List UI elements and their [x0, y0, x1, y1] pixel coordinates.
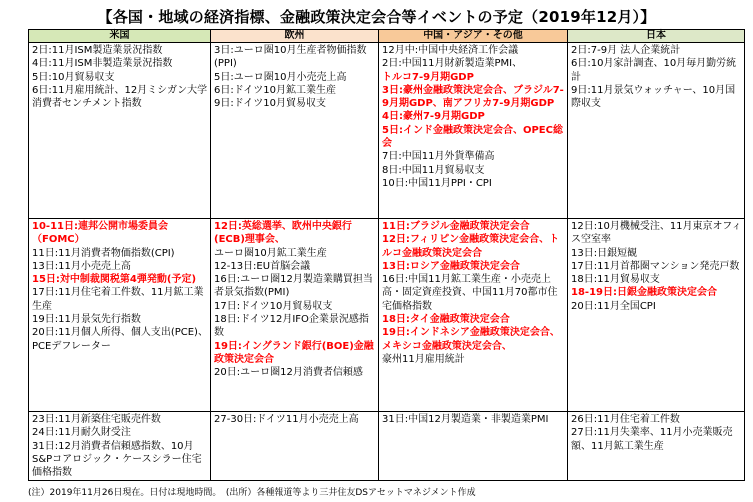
- event-item: 6日:11月雇用統計、12月ミシガン大学消費者センチメント指数: [32, 84, 208, 110]
- event-item: 4日:11月ISM非製造業景況指数: [32, 58, 173, 70]
- event-item: 18日:タイ金融政策決定会合: [382, 314, 510, 326]
- header-europe: 欧州: [211, 30, 379, 43]
- event-item: 9日:11月景気ウォッチャー、10月国際収支: [571, 84, 736, 110]
- event-item: 20日:ユーロ圏12月消費者信頼感: [214, 367, 363, 379]
- event-item: 7日:中国11月外貨準備高: [382, 151, 495, 163]
- event-item: 23日:11月新築住宅販売件数: [32, 414, 161, 425]
- event-item: 5日:インド金融政策決定会合、OPEC総会: [382, 124, 563, 150]
- event-item: 16日:ユーロ圏12月製造業購買担当者景気指数(PMI): [214, 274, 373, 299]
- page-title: 【各国・地域の経済指標、金融政策決定会合等イベントの予定（2019年12月）】: [97, 8, 656, 26]
- event-item: 13日:ロシア金融政策決定会合: [382, 260, 520, 272]
- event-item: ユーロ圏10月鉱工業生産: [214, 247, 327, 259]
- event-item: 19日:11月景気先行指数: [32, 314, 141, 326]
- event-item: 20日:11月全国CPI: [571, 300, 656, 312]
- event-item: 11日:11月消費者物価指数(CPI): [32, 247, 175, 259]
- schedule-table: [28, 29, 745, 481]
- event-item: 6日:10月家計調査、10月毎月勤労統計: [571, 58, 737, 83]
- event-item: 11日:ブラジル金融政策決定会合: [382, 221, 530, 232]
- event-item: 13日:日銀短観: [571, 247, 638, 259]
- event-item: 31日:12月消費者信頼感指数、10月S&Pコアロジック・ケースシラー住宅価格指数: [32, 440, 202, 479]
- event-item: 5日:10月貿易収支: [32, 71, 115, 83]
- event-item: 12日:フィリピン金融政策決定会合、トルコ金融政策決定会合: [382, 234, 560, 259]
- event-item: 5日:ユーロ圏10月小売売上高: [214, 71, 347, 83]
- event-item: 12月中:中国中央経済工作会議: [382, 45, 519, 56]
- event-item: 12日:英総選挙、欧州中央銀行(ECB)理事会、: [214, 221, 352, 246]
- event-item: 12-13日:EU首脳会議: [214, 260, 311, 272]
- event-item: 2日:7-9月 法人企業統計: [571, 45, 681, 56]
- us-cell: [29, 412, 211, 481]
- table-row: [29, 412, 745, 481]
- event-item: 17日:11月住宅着工件数、11月鉱工業生産: [32, 287, 204, 312]
- event-item: トルコ7-9月期GDP: [382, 71, 474, 83]
- japan-cell: [568, 43, 745, 219]
- event-item: 3日:豪州金融政策決定会合、ブラジル7-9月期GDP、南アフリカ7-9月期GDP: [382, 84, 564, 110]
- event-item: 10-11日:連邦公開市場委員会（FOMC）: [32, 221, 168, 246]
- us-cell: [29, 219, 211, 412]
- event-item: 9日:ドイツ10月貿易収支: [214, 98, 326, 110]
- event-item: 19日:インドネシア金融政策決定会合、メキシコ金融政策決定会合、: [382, 327, 560, 352]
- header-us: 米国: [29, 30, 211, 43]
- event-item: 20日:11月個人所得、個人支出(PCE)、PCEデフレーター: [32, 327, 208, 352]
- event-item: 18-19日:日銀金融政策決定会合: [571, 287, 717, 299]
- us-cell: [29, 43, 211, 219]
- header-row: [29, 30, 745, 43]
- asia-cell: [379, 412, 568, 481]
- asia-cell: [379, 43, 568, 219]
- event-item: 19日:イングランド銀行(BOE)金融政策決定会合: [214, 340, 374, 365]
- event-item: 17日:11月首都圏マンション発売戸数: [571, 260, 740, 272]
- europe-cell: [211, 43, 379, 219]
- event-item: 31日:中国12月製造業・非製造業PMI: [382, 414, 549, 425]
- source-note: (注）2019年11月26日現在。日付は現地時間。 (出所）各種報道等より三井住友DSアセットマネジメント作成: [28, 488, 476, 498]
- event-item: 27-30日:ドイツ11月小売売上高: [214, 414, 359, 425]
- event-item: 2日:11月ISM製造業景況指数: [32, 45, 163, 56]
- table-row: [29, 219, 745, 412]
- event-item: 3日:ユーロ圏10月生産者物価指数(PPI): [214, 45, 367, 70]
- event-item: 4日:豪州7-9月期GDP: [382, 111, 485, 123]
- event-item: 27日:11月失業率、11月小売業販売額、11月鉱工業生産: [571, 427, 733, 452]
- header-asia-other: 中国・アジア・その他: [379, 30, 568, 43]
- asia-cell: [379, 219, 568, 412]
- table-row: [29, 43, 745, 219]
- europe-cell: [211, 219, 379, 412]
- header-japan: 日本: [568, 30, 745, 43]
- event-item: 18日:ドイツ12月IFO企業景況感指数: [214, 314, 369, 339]
- event-item: 6日:ドイツ10月鉱工業生産: [214, 84, 336, 96]
- event-item: 2日:中国11月財新製造業PMI、: [382, 58, 523, 70]
- event-item: 豪州11月雇用統計: [382, 353, 465, 365]
- event-item: 17日:ドイツ10月貿易収支: [214, 300, 333, 312]
- event-item: 24日:11月耐久財受注: [32, 427, 131, 439]
- event-item: 8日:中国11月貿易収支: [382, 164, 485, 176]
- event-item: 18日:11月貿易収支: [571, 274, 660, 286]
- japan-cell: [568, 412, 745, 481]
- event-item: 16日:中国11月鉱工業生産・小売売上高・固定資産投資、中国11月70都市住宅価格指数: [382, 274, 558, 312]
- event-item: 10日:中国11月PPI・CPI: [382, 177, 492, 189]
- event-item: 12日:10月機械受注、11月東京オフィス空室率: [571, 221, 742, 246]
- europe-cell: [211, 412, 379, 481]
- japan-cell: [568, 219, 745, 412]
- event-item: 13日:11月小売売上高: [32, 260, 131, 272]
- event-item: 26日:11月住宅着工件数: [571, 414, 680, 425]
- event-item: 15日:対中制裁関税第4弾発動(予定): [32, 274, 197, 286]
